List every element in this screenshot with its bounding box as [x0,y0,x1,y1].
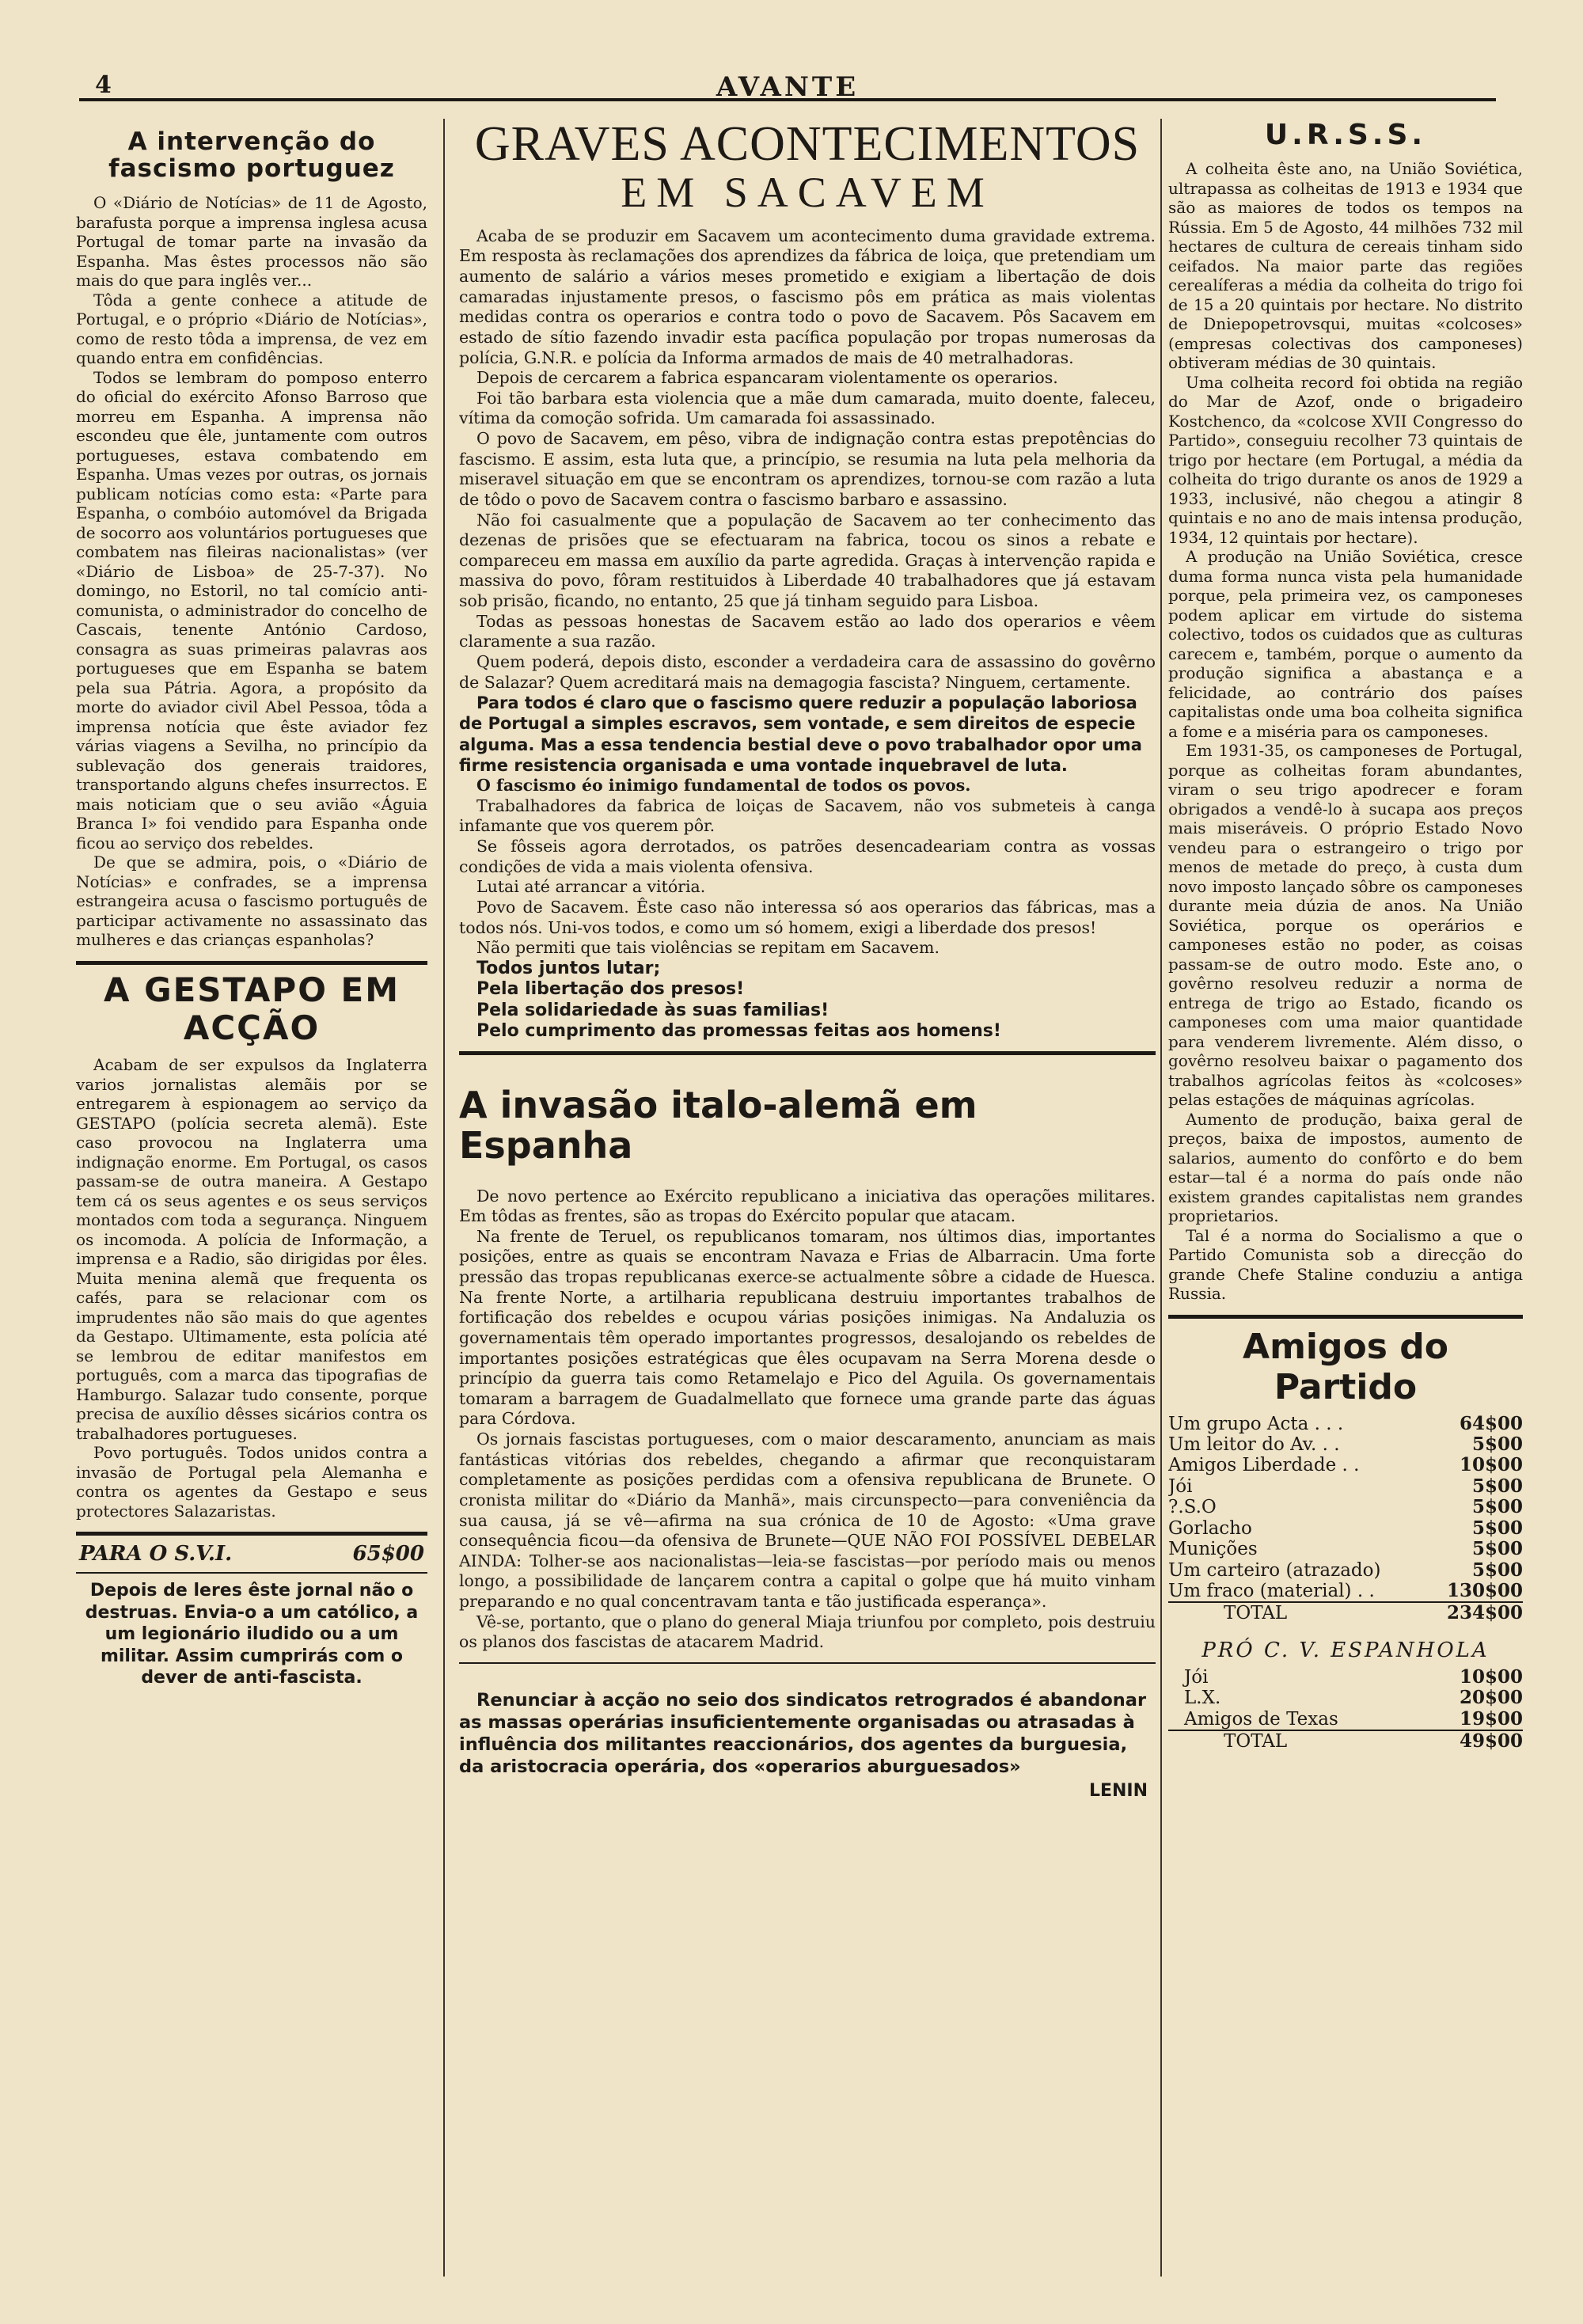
ledger-amount: 5$00 [1471,1538,1523,1560]
ledger-row [1168,1539,1523,1559]
paragraph: Foi tão barbara esta violencia que a mãe dum camarada, muito doente, faleceu, vítima da comoção sofrida. Um camarada foi assassinado. [459,388,1156,428]
pro-ledger [1168,1667,1523,1752]
slogan: Todos juntos lutar; [476,958,661,978]
left-column [76,119,427,2300]
paragraph: Todos se lembram do pomposo enterro do oficial do exército Afonso Barroso que morreu em Espanha. A imprensa não escondeu que êle, juntamente com outros portugueses, estava combatendo em Espanha. Umas vezes por outras, os jornais publicam notícias como esta: «Parte para Espanha, o combóio automóvel da Brigada de socorro aos voluntários portugueses que combatem nas fileiras nacionalistas» (ver «Diário de Lisboa» de 25-7-37). No domingo, no Estoril, no tal comício anti-comunista, o administrador do concelho de Cascais, tenente António Cardoso, consagra as suas primeiras palavras aos portugueses que em Espanha se batem pela sua Pátria. Agora, a propósito da morte do aviador civil Abel Pessoa, tôda a imprensa notícia que êste aviador fez várias viagens a Sevilha, no princípio da sublevação dos generais traidores, transportando alguns chefes insurrectos. E mais noticiam que o seu avião «Águia Branca I» foi vendido para Espanha onde ficou ao serviço dos rebeldes. [76,367,427,853]
ledger-amount: 5$00 [1471,1433,1523,1455]
headline-graves: GRAVES ACONTECIMENTOS [474,119,1141,171]
paragraph: O fascismo éo inimigo fundamental de todos os povos. [476,776,971,796]
paragraph: Povo português. Todos unidos contra a invasão de Portugal pela Alemanha e contra os agentes da Gestapo e seus protectores Salazaristas. [76,1443,427,1521]
column-divider [1160,119,1162,2277]
ledger-amount: 130$00 [1446,1580,1523,1601]
ledger-name: Gorlacho [1168,1517,1252,1539]
article-heading-urss: U.R.S.S. [1264,119,1427,151]
ledger-total: 49$00 [1426,1730,1523,1752]
right-column [1168,119,1523,2300]
paragraph: Quem poderá, depois disto, esconder a verdadeira cara de assassino do govêrno de Salazar? Quem acreditará mais na demagogia fascista? Ninguem, certamente. [459,651,1156,692]
paragraph: Em 1931-35, os camponeses de Portugal, porque as colheitas foram abundantes, viram o seu trigo apodrecer e foram obrigados a vendê-lo à sucapa aos preços mais miseráveis. O próprio Estado Novo vendeu para o estrangeiro o trigo por menos de metade do preço, à custa dum novo imposto lançado sôbre os camponeses durante meia dúzia de anos. Na União Soviética, porque os operários e camponeses estão no poder, as coisas passam-se de outro modo. Este ano, o govêrno resolveu reduzir a norma de entrega de trigo ao Estado, ficando os camponeses com uma maior quantidade para venderem livremente. Além disso, o govêrno resolveu baixar o pagamento dos trabalhos agrícolas feitos às «colcoses» pelas estações de máquinas agrícolas. [1168,741,1523,1109]
headline-sacavem: EM SACAVEM [621,169,994,217]
ledger-row [1168,1560,1523,1581]
ledger-total-label: TOTAL [1168,1602,1429,1623]
column-divider [443,119,445,2277]
slogan: Pela solidariedade às suas familias! [476,1000,829,1020]
amigos-ledger [1168,1414,1523,1624]
pro-heading: PRÓ C. V. ESPANHOLA [1201,1638,1490,1662]
ledger-row [1168,1709,1523,1730]
divider [1168,1315,1523,1319]
ledger-name: Um grupo Acta . . . [1168,1413,1344,1434]
ledger-amount: 10$00 [1459,1665,1523,1688]
fund-amount: 65$00 [352,1542,424,1566]
paragraph: A colheita êste ano, na União Soviética, ultrapassa as colheitas de 1913 e 1934 que são as maiores de todos os tempos na Rússia. Em 5 de Agosto, 44 milhões 732 mil hectares de cultura de cereais tinham sido ceifados. Na maior parte das regiões cerealíferas a média da colheita do trigo foi de 15 a 20 quintais por hectare. No distrito de Dniepopetrovsqui, muitas «colcoses» (empresas colectivas dos camponeses) obtiveram médias de 30 quintais. [1168,159,1523,372]
article-heading-gestapo: A GESTAPO EM ACÇÃO [103,970,400,1047]
ledger-amount: 64$00 [1459,1412,1523,1434]
ledger-row [1168,1688,1523,1708]
paragraph: Vê-se, portanto, que o plano do general Miaja triunfou por completo, pois destruiu os planos dos fascistas de atacarem Madrid. [459,1612,1156,1652]
header-rule [79,98,1496,101]
ledger-name: Um leitor do Av. . . [1168,1434,1340,1455]
ledger-amount: 20$00 [1459,1687,1523,1709]
paragraph: Os jornais fascistas portugueses, com o maior descaramento, anunciam as mais fantásticas vitórias dos rebeldes, chegando a afirmar que reconquistaram completamente as posições perdidas com a ofensiva republicana de Brunete. O cronista militar do «Diário da Manhã», mais circunspecto—para conveniência da sua causa, já se vê—afirma na sua crónica de 10 de Agosto: «Uma grave consequência ficou—da ofensiva de Brunete—QUE NÃO FOI POSSÍVEL DEBELAR AINDA: Tolher-se aos nacionalistas—leia-se fascistas—por período mais ou menos longo, a possibilidade de lançarem contra a capital o golpe que há muito vinham preparando e no qual concentravam tanta e tão justificada esperança». [459,1430,1156,1612]
paragraph: Se fôsseis agora derrotados, os patrões desencadeariam contra as vossas condições de vida a mais violenta ofensiva. [459,837,1156,876]
ledger-amount: 5$00 [1471,1475,1523,1497]
paragraph: Tôda a gente conhece a atitude de Portugal, e o próprio «Diário de Notícias», como de resto tôda a imprensa, de vez em quando entra em confidências. [76,290,427,368]
quote-author: LENIN [1088,1781,1148,1802]
divider [459,1662,1156,1664]
paragraph: Depois de cercarem a fabrica espancaram violentamente os operarios. [476,368,1058,388]
paragraph: Trabalhadores da fabrica de loiças de Sacavem, não vos submeteis à canga infamante que vos querem pôr. [459,796,1156,836]
slogan: Pela libertação dos presos! [476,979,745,1000]
paragraph: A produção na União Soviética, cresce duma forma nunca vista pela humanidade porque, pela primeira vez, os camponeses podem aplicar em virtude do sistema colectivo, todos os cuidados que as culturas carecem e, também, porque o aumento da produção significa a abastança e a felicidade, ao contrário dos países capitalistas onde uma boa colheita significa a fome e a miséria para os camponeses. [1168,547,1523,741]
ledger-total-row [1168,1602,1523,1623]
fund-line [79,1542,424,1566]
ledger-total: 234$00 [1429,1602,1523,1623]
ledger-total-label: TOTAL [1168,1730,1426,1752]
ledger-row [1168,1455,1523,1475]
ledger-amount: 19$00 [1459,1707,1523,1730]
paragraph: O povo de Sacavem, em pêso, vibra de indignação contra estas prepotências do fascismo. E assim, esta luta que, a princípio, se resumia na luta pela melhoria da miseravel situação em que se encontram os aprendizes, tornou-se com razão a luta de tôdo o povo de Sacavem contra o fascismo barbaro e assassino. [459,429,1156,509]
paragraph: De que se admira, pois, o «Diário de Notícias» e confrades, se a imprensa estrangeira acusa o fascismo português de participar activamente no assassinato das mulheres e das crianças espanholas? [76,853,427,950]
ledger-amount: 10$00 [1459,1454,1523,1476]
paragraph: Povo de Sacavem. Êste caso não interessa só aos operarios das fábricas, mas a todos nós. Uni-vos todos, e como um só homem, exigi a liberdade dos presos! [459,897,1156,937]
ledger-amount: 5$00 [1471,1496,1523,1518]
paragraph: De novo pertence ao Exército republicano a iniciativa das operações militares. Em tôdas as frentes, são as tropas do Exército popular que atacam. [459,1186,1156,1226]
paragraph: Lutai até arrancar a vitória. [476,877,706,897]
page-number: 4 [95,71,112,99]
ledger-row [1168,1581,1523,1602]
paragraph: Uma colheita record foi obtida na região do Mar de Azof, onde o brigadeiro Kostchenco, da «colcose XVII Congresso do Partido», conseguiu recolher 73 quintais de trigo por hectare (em Portugal, a média da colheita do trigo durante os anos de 1929 a 1933, inclusivé, não chegou a atingir 8 quintais e no ano de mais intensa produção, 1934, 12 quintais por hectare). [1168,372,1523,547]
ledger-name: Amigos Liberdade . . [1168,1455,1360,1476]
ledger-name: Amigos de Texas [1184,1708,1338,1730]
ledger-name: Jói [1184,1666,1209,1688]
ledger-name: Jói [1168,1475,1193,1497]
article-heading-intervencao: A intervenção do fascismo portuguez [108,127,395,184]
ledger-row [1168,1414,1523,1434]
divider [76,1572,427,1574]
reader-notice: Depois de leres êste jornal não o destruas. Envia-o a um católico, a um legionário iludido ou a um militar. Assim cumprirás com o dever de anti-fascista. [85,1581,419,1688]
lenin-quote: Renunciar à acção no seio dos sindicatos retrogrados é abandonar as massas operárias insuficientemente organisadas ou atrasadas à influência dos militantes reaccionários, dos agentes da burguesia, da aristocracia operária, dos «operarios aburguesados» [459,1689,1147,1778]
center-column [459,119,1156,2300]
slogan: Pelo cumprimento das promessas feitas aos homens! [476,1020,1001,1041]
ledger-row [1168,1434,1523,1455]
ledger-name: Um fraco (material) . . [1168,1581,1375,1601]
bold-paragraph: Para todos é claro que o fascismo quere reduzir a população laboriosa de Portugal a simples escravos, sem vontade, e sem direitos de especie alguma. Mas a essa tendencia bestial deve o povo trabalhador opor uma firme resistencia organisada e uma vontade inquebravel de luta. [459,693,1142,775]
paragraph: Não foi casualmente que a população de Sacavem ao ter conhecimento das dezenas de prisões que se efectuaram na fabrica, tocou os sinos a rebate e compareceu em massa em auxílio da parte agredida. Graças à intervenção rapida e massiva do povo, fôram restituidos à Liberdade 40 trabalhadores que já estavam sob prisão, ficando, no entanto, 25 que já tinham seguido para Lisboa. [459,510,1156,611]
paragraph: Acaba de se produzir em Sacavem um acontecimento duma gravidade extrema. Em resposta às reclamações dos aprendizes da fábrica de loiça, que pretendiam um aumento de salário a vários meses prometido e exigiam a libertação de dois camaradas injustamente presos, o fascismo pôs em prática as mais violentas medidas contra os operarios e contra todo o povo de Sacavem. Pôs Sacavem em estado de sítio fazendo invadir esta pacífica população por tropas numerosas da polícia, G.N.R. e polícia da Informa armados de mais de 40 metralhadoras. [459,226,1156,367]
ledger-row [1168,1518,1523,1539]
divider [76,961,427,965]
ledger-name: ?.S.O [1168,1497,1217,1518]
paragraph: Acabam de ser expulsos da Inglaterra varios jornalistas alemãis por se entregarem à espionagem ao serviço da GESTAPO (polícia secreta alemã). Este caso provocou na Inglaterra uma indignação enorme. Em Portugal, os casos passam-se de outra maneira. A Gestapo tem cá os seus agentes e os seus serviços montados com toda a segurança. Ninguem os incomoda. A polícia de Informação, a imprensa e a Radio, são dirigidas por êles. Muita menina alemã que frequenta os cafés, para se relacionar com os imprudentes não são mais do que agentes da Gestapo. Ultimamente, esta polícia até se lembrou de editar manifestos em português, com a marca das tipografias de Hamburgo. Salazar tudo consente, porque precisa de auxílio dêsses sicários contra os trabalhadores portugueses. [76,1055,427,1443]
paragraph: Todas as pessoas honestas de Sacavem estão ao lado dos operarios e vêem claramente a sua razão. [459,611,1156,651]
ledger-name: Munições [1168,1539,1258,1560]
paragraph: O «Diário de Notícias» de 11 de Agosto, barafusta porque a imprensa inglesa acusa Portugal de tomar parte na invasão da Espanha. Mas êstes processos não são mais do que para inglês ver... [76,193,427,290]
paragraph: Tal é a norma do Socialismo a que o Partido Comunista sob a direcção do grande Chefe Staline conduziu a antiga Russia. [1168,1225,1523,1303]
ledger-name: L.X. [1184,1688,1221,1709]
paragraph: Na frente de Teruel, os republicanos tomaram, nos últimos dias, importantes posições, entre as quais se encontram Navaza e Frias de Albarracin. Uma forte pressão das tropas republicanas exerce-se actualmente sôbre a cidade de Huesca. Na frente Norte, a artilharia republicana destruiu importantes trabalhos de fortificação dos rebeldes e ocupou várias posições inimigas. Na Andaluzia os governamentais têm operado importantes progressos, desalojando os rebeldes de importantes posições estratégicas que êles ocupavam na Serra Morena desde o princípio da guerra tais como Retamelajo e Pico del Aguila. Os governamentais tomaram a barragem de Guadalmellato que fornece uma grande parte das águas para Córdova. [459,1226,1156,1429]
paragraph: Aumento de produção, baixa geral de preços, baixa de impostos, aumento de salarios, aumento do confôrto e do bem estar—tal é a norma do país onde não existem grandes capitalistas nem grandes proprietarios. [1168,1109,1523,1225]
ledger-amount: 5$00 [1471,1559,1523,1581]
divider [76,1532,427,1536]
paragraph: Não permiti que tais violências se repitam em Sacavem. [476,938,940,958]
fund-label: PARA O S.V.I. [79,1542,233,1566]
ledger-row [1168,1667,1523,1688]
ledger-total-row [1168,1730,1523,1752]
amigos-heading: Amigos do Partido [1243,1326,1448,1407]
masthead: AVANTE [716,71,860,103]
page-header [79,70,1496,101]
divider [459,1051,1156,1055]
ledger-row [1168,1497,1523,1517]
ledger-amount: 5$00 [1471,1517,1523,1539]
ledger-row [1168,1476,1523,1497]
article-heading-invasao: A invasão italo-alemã em Espanha [459,1084,978,1167]
ledger-name: Um carteiro (atrazado) [1168,1559,1381,1581]
